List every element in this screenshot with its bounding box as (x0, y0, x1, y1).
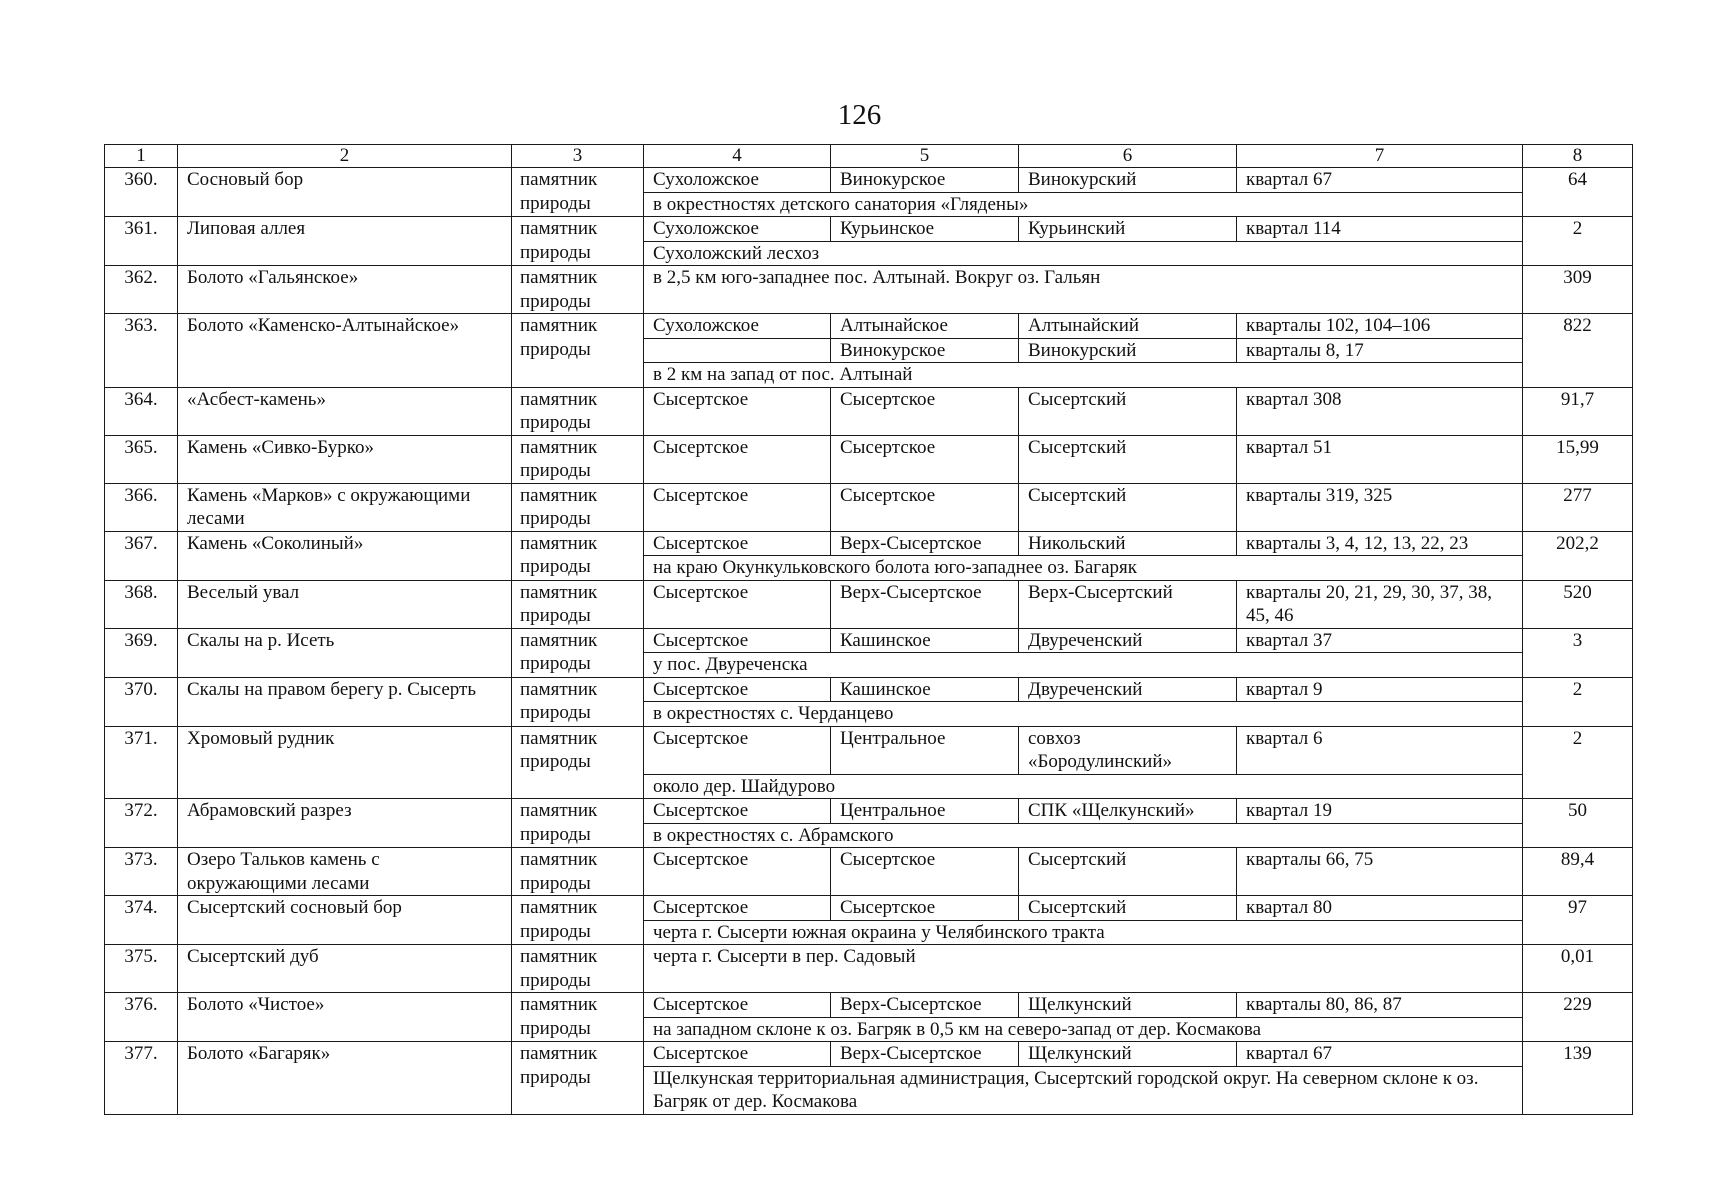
object-category (512, 628, 644, 677)
quarter-cell: квартал 80 (1237, 896, 1523, 921)
object-category (512, 848, 644, 896)
row-number: 366. (105, 483, 178, 531)
object-category-line: памятник (520, 629, 598, 651)
table-row (105, 435, 1633, 483)
object-name: Хромовый рудник (178, 726, 512, 799)
object-category-line: памятник (520, 218, 598, 239)
forest-area-cell: совхоз «Бородулинский» (1019, 726, 1237, 774)
object-name: Сысертский дуб (178, 945, 512, 993)
object-category-line: природы (520, 241, 591, 263)
object-category (512, 217, 644, 266)
row-number: 374. (105, 896, 178, 945)
forest-area-cell: Сысертский (1019, 483, 1237, 531)
object-category (512, 387, 644, 435)
forest-area-cell: Верх-Сысертский (1019, 580, 1237, 628)
column-header: 5 (831, 145, 1019, 168)
forestry-cell: Сысертское (644, 580, 831, 628)
location-note: в окрестностях с. Абрамского (644, 823, 1523, 848)
object-category (512, 580, 644, 628)
object-category-line: памятник (520, 388, 598, 410)
forest-area-cell: Сысертский (1019, 435, 1237, 483)
quarter-cell: квартал 114 (1237, 217, 1523, 242)
object-category-line: памятник (520, 581, 598, 603)
quarter-cell: кварталы 66, 75 (1237, 848, 1523, 896)
district-forestry-cell: Верх-Сысертское (831, 531, 1019, 556)
forestry-cell: Сухоложское (644, 168, 831, 193)
row-number: 368. (105, 580, 178, 628)
area-value: 520 (1523, 580, 1633, 628)
forestry-cell: Сысертское (644, 628, 831, 653)
forest-area-cell: СПК «Щелкунский» (1019, 799, 1237, 824)
district-forestry-cell: Сысертское (831, 387, 1019, 435)
table-row (105, 168, 1633, 193)
forestry-cell: Сухоложское (644, 314, 831, 339)
object-category-line: памятник (520, 484, 598, 506)
forestry-cell: Сысертское (644, 726, 831, 774)
area-value: 64 (1523, 168, 1633, 217)
forest-area-cell: Винокурский (1019, 168, 1237, 193)
object-category-line: природы (520, 969, 591, 991)
object-name: Сысертский сосновый бор (178, 896, 512, 945)
object-name: Скалы на р. Исеть (178, 628, 512, 677)
location-note: в окрестностях детского санатория «Глядены» (644, 192, 1523, 217)
column-header: 2 (178, 145, 512, 168)
area-value: 139 (1523, 1042, 1633, 1115)
row-number: 365. (105, 435, 178, 483)
location-note: на краю Окункульковского болота юго-западнее оз. Багаряк (644, 556, 1523, 581)
page-number: 126 (837, 99, 882, 131)
forest-area-cell: Двуреченский (1019, 628, 1237, 653)
district-forestry-cell: Центральное (831, 726, 1019, 774)
table-row (105, 677, 1633, 702)
object-name: Камень «Соколиный» (178, 531, 512, 580)
area-value: 822 (1523, 314, 1633, 388)
object-name: Липовая аллея (178, 217, 512, 266)
forest-area-cell: Сысертский (1019, 896, 1237, 921)
object-category (512, 677, 644, 726)
forestry-cell: Сысертское (644, 387, 831, 435)
row-number: 376. (105, 993, 178, 1042)
object-category (512, 314, 644, 388)
object-category-line: памятник (520, 267, 598, 288)
area-value: 97 (1523, 896, 1633, 945)
table-row (105, 628, 1633, 653)
district-forestry-cell: Кашинское (831, 677, 1019, 702)
object-category-line: природы (520, 290, 591, 312)
object-category-line: памятник (520, 532, 598, 554)
forest-area-cell: Щелкунский (1019, 1042, 1237, 1067)
column-header: 3 (512, 145, 644, 168)
forestry-cell: Сысертское (644, 896, 831, 921)
district-forestry-cell: Верх-Сысертское (831, 580, 1019, 628)
object-name: Болото «Багаряк» (178, 1042, 512, 1115)
row-number: 377. (105, 1042, 178, 1115)
area-value: 3 (1523, 628, 1633, 677)
row-number: 363. (105, 314, 178, 388)
row-number: 375. (105, 945, 178, 993)
column-header-row (105, 145, 1633, 168)
forestry-cell: Сысертское (644, 993, 831, 1018)
area-value: 229 (1523, 993, 1633, 1042)
object-category (512, 266, 644, 314)
object-category-line: памятник (520, 800, 598, 821)
area-value: 277 (1523, 483, 1633, 531)
forest-area-cell: Двуреченский (1019, 677, 1237, 702)
table-row (105, 314, 1633, 339)
object-name: Озеро Тальков камень с окружающими лесами (178, 848, 512, 896)
quarter-cell: квартал 19 (1237, 799, 1523, 824)
object-name: Болото «Чистое» (178, 993, 512, 1042)
object-name: Веселый увал (178, 580, 512, 628)
location-note: в 2,5 км юго-западнее пос. Алтынай. Вокруг оз. Гальян (644, 266, 1523, 314)
quarter-cell: квартал 67 (1237, 1042, 1523, 1067)
district-forestry-cell: Центральное (831, 799, 1019, 824)
object-category-line: природы (520, 702, 591, 723)
quarter-cell: квартал 51 (1237, 435, 1523, 483)
table-row (105, 531, 1633, 556)
table-row (105, 945, 1633, 993)
object-category-line: природы (520, 653, 591, 674)
quarter-cell: кварталы 102, 104–106 (1237, 314, 1523, 339)
district-forestry-cell: Винокурское (831, 168, 1019, 193)
object-category-line: памятник (520, 994, 598, 1015)
quarter-cell: квартал 308 (1237, 387, 1523, 435)
row-number: 370. (105, 677, 178, 726)
object-category (512, 531, 644, 580)
column-header: 1 (105, 145, 178, 168)
area-value: 2 (1523, 677, 1633, 726)
object-category-line: природы (520, 1017, 591, 1039)
object-category (512, 896, 644, 945)
object-category-line: памятник (520, 315, 598, 336)
quarter-cell: квартал 6 (1237, 726, 1523, 774)
forestry-cell (644, 338, 831, 363)
table-row (105, 1042, 1633, 1067)
table-row (105, 848, 1633, 896)
object-category-line: природы (520, 460, 591, 481)
quarter-cell: квартал 67 (1237, 168, 1523, 193)
area-value: 50 (1523, 799, 1633, 848)
forestry-cell: Сысертское (644, 848, 831, 896)
forestry-cell: Сысертское (644, 677, 831, 702)
district-forestry-cell: Кашинское (831, 628, 1019, 653)
row-number: 361. (105, 217, 178, 266)
quarter-cell: кварталы 3, 4, 12, 13, 22, 23 (1237, 531, 1523, 556)
location-note: Сухоложский лесхоз (644, 241, 1523, 266)
forestry-cell: Сысертское (644, 531, 831, 556)
column-header: 4 (644, 145, 831, 168)
object-category (512, 993, 644, 1042)
object-category (512, 168, 644, 217)
row-number: 362. (105, 266, 178, 314)
location-note: на западном склоне к оз. Багряк в 0,5 км на северо-запад от дер. Космакова (644, 1017, 1523, 1042)
column-header: 7 (1237, 145, 1523, 168)
object-category-line: памятник (520, 849, 598, 870)
protected-areas-table (104, 144, 1633, 1115)
forest-area-cell: Винокурский (1019, 338, 1237, 363)
district-forestry-cell: Алтынайское (831, 314, 1019, 339)
quarter-cell: кварталы 20, 21, 29, 30, 37, 38, 45, 46 (1237, 580, 1523, 628)
forestry-cell: Сысертское (644, 799, 831, 824)
object-category-line: памятник (520, 727, 598, 749)
table-row (105, 580, 1633, 628)
table-row (105, 896, 1633, 921)
table-row (105, 266, 1633, 314)
object-category (512, 726, 644, 799)
object-category-line: природы (520, 605, 591, 626)
row-number: 369. (105, 628, 178, 677)
object-name: «Асбест-камень» (178, 387, 512, 435)
quarter-cell: кварталы 80, 86, 87 (1237, 993, 1523, 1018)
forest-area-cell: Алтынайский (1019, 314, 1237, 339)
forestry-cell: Сысертское (644, 435, 831, 483)
row-number: 372. (105, 799, 178, 848)
object-category-line: памятник (520, 1043, 598, 1064)
object-category-line: памятник (520, 897, 598, 918)
object-category-line: природы (520, 751, 591, 772)
location-note: черта г. Сысерти в пер. Садовый (644, 945, 1523, 993)
object-category-line: природы (520, 823, 591, 845)
forest-area-cell: Сысертский (1019, 387, 1237, 435)
forest-area-cell: Никольский (1019, 531, 1237, 556)
area-value: 15,99 (1523, 435, 1633, 483)
district-forestry-cell: Верх-Сысертское (831, 1042, 1019, 1067)
forest-area-cell: Сысертский (1019, 848, 1237, 896)
object-category-line: памятник (520, 946, 598, 967)
district-forestry-cell: Сысертское (831, 435, 1019, 483)
column-header: 6 (1019, 145, 1237, 168)
area-value: 91,7 (1523, 387, 1633, 435)
table-row (105, 217, 1633, 242)
location-note: около дер. Шайдурово (644, 774, 1523, 799)
location-note: в окрестностях с. Черданцево (644, 702, 1523, 727)
row-number: 371. (105, 726, 178, 799)
row-number: 373. (105, 848, 178, 896)
district-forestry-cell: Верх-Сысертское (831, 993, 1019, 1018)
object-category (512, 483, 644, 531)
quarter-cell: квартал 37 (1237, 628, 1523, 653)
location-note: черта г. Сысерти южная окраина у Челябинского тракта (644, 920, 1523, 945)
district-forestry-cell: Сысертское (831, 483, 1019, 531)
object-name: Камень «Марков» с окружающими лесами (178, 483, 512, 531)
object-category-line: природы (520, 192, 591, 214)
district-forestry-cell: Сысертское (831, 896, 1019, 921)
location-note: Щелкунская территориальная администрация, Сысертский городской округ. На северном склоне к оз. Багряк от дер. Космакова (644, 1066, 1523, 1114)
object-category-line: природы (520, 556, 591, 577)
district-forestry-cell: Сысертское (831, 848, 1019, 896)
quarter-cell: квартал 9 (1237, 677, 1523, 702)
area-value: 0,01 (1523, 945, 1633, 993)
object-name: Камень «Сивко-Бурко» (178, 435, 512, 483)
row-number: 367. (105, 531, 178, 580)
object-category-line: природы (520, 872, 591, 894)
district-forestry-cell: Курьинское (831, 217, 1019, 242)
object-category (512, 945, 644, 993)
forest-area-cell: Щелкунский (1019, 993, 1237, 1018)
quarter-cell: кварталы 8, 17 (1237, 338, 1523, 363)
row-number: 360. (105, 168, 178, 217)
object-category (512, 435, 644, 483)
row-number: 364. (105, 387, 178, 435)
table-row (105, 387, 1633, 435)
column-header: 8 (1523, 145, 1633, 168)
object-category-line: природы (520, 338, 591, 360)
area-value: 309 (1523, 266, 1633, 314)
object-name: Скалы на правом берегу р. Сысерть (178, 677, 512, 726)
object-category-line: природы (520, 412, 591, 433)
area-value: 2 (1523, 726, 1633, 799)
forestry-cell: Сухоложское (644, 217, 831, 242)
object-category (512, 799, 644, 848)
location-note: у пос. Двуреченска (644, 653, 1523, 678)
object-name: Абрамовский разрез (178, 799, 512, 848)
table-row (105, 483, 1633, 531)
object-category-line: природы (520, 1066, 591, 1088)
table-row (105, 726, 1633, 774)
object-category (512, 1042, 644, 1115)
object-name: Болото «Гальянское» (178, 266, 512, 314)
area-value: 202,2 (1523, 531, 1633, 580)
object-category-line: природы (520, 508, 591, 529)
object-name: Болото «Каменско-Алтынайское» (178, 314, 512, 388)
forestry-cell: Сысертское (644, 483, 831, 531)
object-category-line: памятник (520, 169, 598, 190)
area-value: 89,4 (1523, 848, 1633, 896)
district-forestry-cell: Винокурское (831, 338, 1019, 363)
forest-area-cell: Курьинский (1019, 217, 1237, 242)
object-category-line: памятник (520, 678, 598, 700)
area-value: 2 (1523, 217, 1633, 266)
object-name: Сосновый бор (178, 168, 512, 217)
forestry-cell: Сысертское (644, 1042, 831, 1067)
table-row (105, 993, 1633, 1018)
location-note: в 2 км на запад от пос. Алтынай (644, 363, 1523, 388)
table-row (105, 799, 1633, 824)
object-category-line: памятник (520, 436, 598, 458)
quarter-cell: кварталы 319, 325 (1237, 483, 1523, 531)
object-category-line: природы (520, 920, 591, 942)
